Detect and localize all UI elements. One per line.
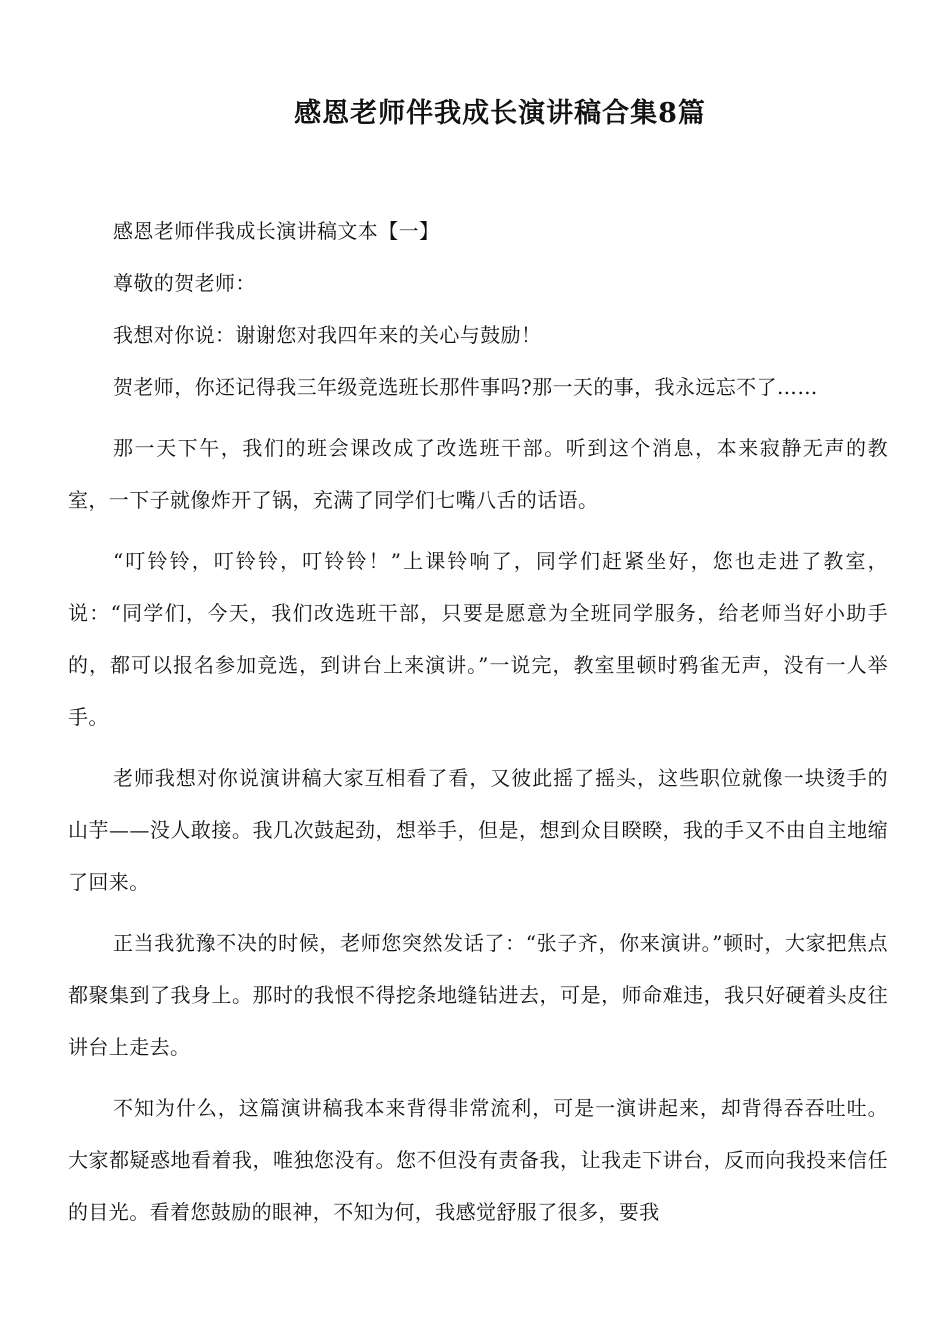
paragraph: “叮铃铃，叮铃铃，叮铃铃！”上课铃响了，同学们赶紧坐好，您也走进了教室，说：“同学们，今天，我们改选班干部，只要是愿意为全班同学服务，给老师当好小助手的，都可以报名参加竞选，到讲台上来演讲。”一说完，教室里顿时鸦雀无声，没有一人举手。: [68, 549, 888, 729]
paragraph: 那一天下午，我们的班会课改成了改选班干部。听到这个消息，本来寂静无声的教室，一下子就像炸开了锅，充满了同学们七嘴八舌的话语。: [68, 436, 888, 512]
document-body: [68, 205, 888, 1247]
paragraph: 老师我想对你说演讲稿大家互相看了看，又彼此摇了摇头，这些职位就像一块烫手的山芋——没人敢接。我几次鼓起劲，想举手，但是，想到众目睽睽，我的手又不由自主地缩了回来。: [68, 766, 888, 894]
paragraph-section-heading: 感恩老师伴我成长演讲稿文本【一】: [113, 219, 440, 243]
paragraph: 贺老师，你还记得我三年级竞选班长那件事吗?那一天的事，我永远忘不了……: [113, 375, 818, 399]
document-title: 感恩老师伴我成长演讲稿合集8篇: [294, 98, 706, 129]
paragraph: 不知为什么，这篇演讲稿我本来背得非常流利，可是一演讲起来，却背得吞吞吐吐。大家都疑惑地看着我，唯独您没有。您不但没有责备我，让我走下讲台，反而向我投来信任的目光。看着您鼓励的眼神，不知为何，我感觉舒服了很多，要我: [68, 1096, 888, 1224]
paragraph: 我想对你说：谢谢您对我四年来的关心与鼓励！: [113, 323, 542, 347]
paragraph-salutation: 尊敬的贺老师：: [113, 271, 256, 295]
paragraph: 正当我犹豫不决的时候，老师您突然发话了：“张子齐，你来演讲。”顿时，大家把焦点都聚集到了我身上。那时的我恨不得挖条地缝钻进去，可是，师命难违，我只好硬着头皮往讲台上走去。: [68, 931, 888, 1059]
